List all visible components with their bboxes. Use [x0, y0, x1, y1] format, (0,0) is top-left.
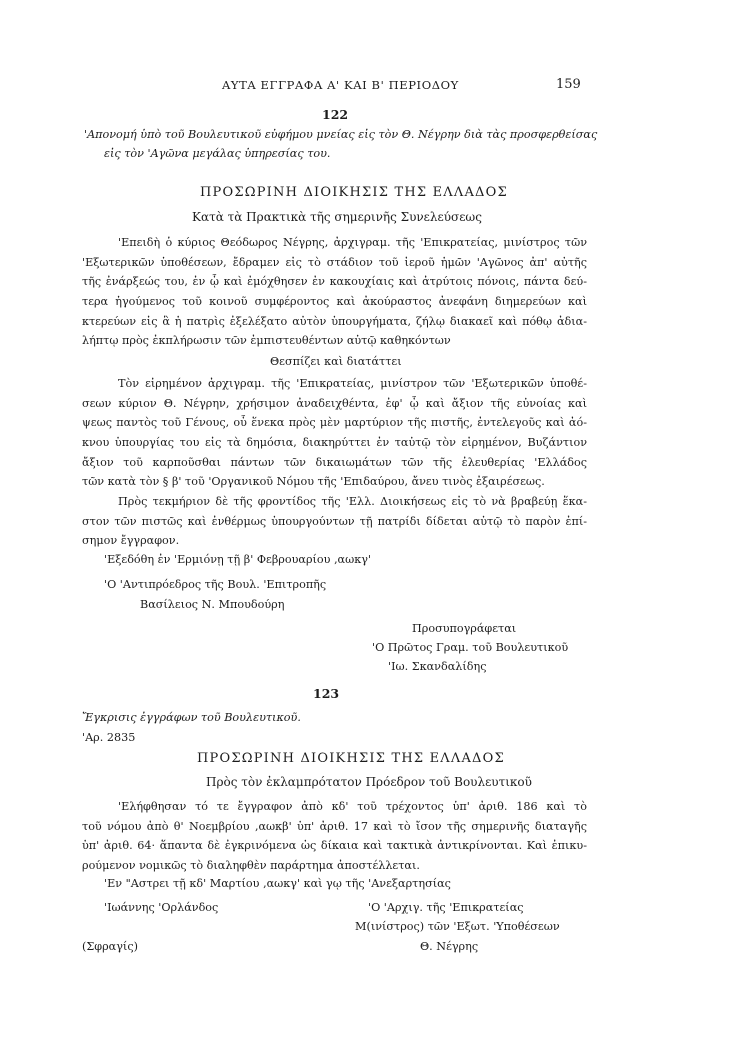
text-line: σεων κύριον Θ. Νέγρην, χρήσιμον ἀναδειχθέντα, ἐφ' ᾧ καὶ ἄξιον τῆς εὐνοίας καὶ	[82, 396, 587, 410]
text-line: τερα ἡγούμενος τοῦ κοινοῦ συμφέροντος καὶ ἀκούραστος ἀνεφάνη διημερεύων καὶ	[82, 295, 587, 309]
text-line: 'Ελήφθησαν τό τε ἔγγραφον ἀπὸ κδ' τοῦ τρέχοντος ὑπ' ἀριθ. 186 καὶ τὸ	[118, 800, 587, 813]
text-line: τῶν κατὰ τὸν § β' τοῦ 'Οργανικοῦ Νόμου τῆς 'Επιδαύρου, ἄνευ τινὸς ἐξαιρέσεως.	[82, 475, 545, 489]
document-number-123: 123	[313, 686, 340, 701]
text-line: στον τῶν πιστῶς καὶ ἐνθέρμως ὑπουργούντων τῇ πατρίδι δίδεται αὐτῷ τὸ παρὸν ἐπί-	[82, 514, 587, 528]
doc122-countersign-label: Προσυπογράφεται	[412, 622, 517, 635]
doc123-right-signatory-name: Θ. Νέγρης	[420, 940, 479, 953]
text-line: 'Επειδὴ ὁ κύριος Θεόδωρος Νέγρης, ἀρχιγραμ. τῆς 'Επικρατείας, μινίστρος τῶν	[118, 236, 587, 249]
doc123-heading: ΠΡΟΣΩΡΙΝΗ ΔΙΟΙΚΗΣΙΣ ΤΗΣ ΕΛΛΑΔΟΣ	[197, 751, 505, 766]
doc122-heading: ΠΡΟΣΩΡΙΝΗ ΔΙΟΙΚΗΣΙΣ ΤΗΣ ΕΛΛΑΔΟΣ	[200, 185, 508, 200]
doc122-issued-line: 'Εξεδόθη ἐν 'Ερμιόνῃ τῇ β' Φεβρουαρίου ‚αωκγ'	[104, 553, 371, 566]
doc123-issued-line: 'Εν "Αστρει τῇ κδ' Μαρτίου ‚αωκγ' καὶ γῳ τῆς 'Ανεξαρτησίας	[104, 877, 451, 890]
doc122-left-signatory-name: Βασίλειος Ν. Μπουδούρη	[140, 598, 285, 611]
doc122-right-signatory-name: 'Ιω. Σκανδαλίδης	[388, 660, 487, 673]
doc123-seal-note: (Σφραγίς)	[82, 940, 138, 953]
text-line: ρούμενον νομικῶς τὸ διαληφθὲν παράρτημα ἀποστέλλεται.	[82, 859, 420, 873]
text-line: τοῦ νόμου ἀπὸ θ' Νοεμβρίου ‚αωκβ' ὑπ' ἀριθ. 17 καὶ τὸ ἴσον τῆς σημερινῆς διαταγῆς	[82, 819, 587, 833]
text-line: σημον ἔγγραφον.	[82, 534, 180, 548]
doc122-caption-line-2: εἰς τὸν 'Αγῶνα μεγάλας ὑπηρεσίας του.	[104, 147, 331, 160]
text-line: 'Εξωτερικῶν ὑποθέσεων, ἔδραμεν εἰς τὸ στάδιον τοῦ ἱεροῦ ἡμῶν 'Αγῶνος ἀπ' αὐτῆς	[82, 255, 587, 269]
doc122-left-signatory-role: 'Ο 'Αντιπρόεδρος τῆς Βουλ. 'Επιτροπῆς	[104, 578, 327, 591]
text-line: ὑπ' ἀριθ. 64· ἅπαντα δὲ ἐγκρινόμενα ὡς δίκαια καὶ τακτικὰ ἀντικρίνονται. Καὶ ἐπικυ-	[82, 839, 587, 853]
running-title: ΑΥΤΑ ΕΓΓΡΑΦΑ Α' ΚΑΙ Β' ΠΕΡΙΟΔΟΥ	[222, 78, 459, 92]
doc123-subheading: Πρὸς τὸν ἐκλαμπρότατον Πρόεδρον τοῦ Βουλευτικοῦ	[206, 775, 532, 789]
doc123-right-signatory-line-1: 'Ο 'Αρχιγ. τῆς 'Επικρατείας	[368, 901, 524, 914]
doc123-paragraph	[82, 797, 587, 876]
doc123-caption: Ἔγκρισις ἐγγράφων τοῦ Βουλευτικοῦ.	[82, 711, 301, 724]
doc122-paragraph-3	[82, 492, 587, 551]
text-line: ψεως παντὸς τοῦ Γένους, οὗ ἕνεκα πρὸς μὲν μαρτύριον τῆς πιστῆς, ἐντελεγοῦς καὶ ἀό-	[82, 416, 587, 430]
text-line: κνου ὑπουργίας του εἰς τὰ δημόσια, διακηρύττει ἐν ταὐτῷ τὸν εἰρημένον, Βυζάντιον	[82, 436, 587, 450]
doc123-left-signatory-name: 'Ιωάννης 'Ορλάνδος	[104, 901, 219, 914]
doc122-caption-line-1: 'Απονομή ὑπὸ τοῦ Βουλευτικοῦ εὐφήμου μνείας εἰς τὸν Θ. Νέγρην διὰ τὰς προσφερθείσας	[84, 128, 598, 141]
text-line: Πρὸς τεκμήριον δὲ τῆς φροντίδος τῆς 'Ελλ. Διοικήσεως εἰς τὸ νὰ βραβεύῃ ἕκα-	[118, 495, 587, 508]
text-line: κτερεύων εἰς ἃ ἡ πατρὶς ἐξελέξατο αὐτὸν ὑπουργήματα, ζήλῳ διακαεῖ καὶ πόθῳ ἀδια-	[82, 314, 587, 328]
doc122-decree-heading: Θεσπίζει καὶ διατάττει	[270, 355, 402, 368]
doc122-subheading: Κατὰ τὰ Πρακτικὰ τῆς σημερινῆς Συνελεύσεως	[192, 210, 482, 224]
page-number: 159	[556, 77, 581, 92]
doc122-right-signatory-role: 'Ο Πρῶτος Γραμ. τοῦ Βουλευτικοῦ	[372, 641, 569, 654]
text-line: τῆς ἐνάρξεώς του, ἐν ᾧ καὶ ἐμόχθησεν ἐν κακουχίαις καὶ ἀτρύτοις πόνοις, πάντα δεύ-	[82, 275, 587, 289]
doc122-paragraph-1	[82, 233, 587, 351]
text-line: ἄξιον τοῦ καρποῦσθαι πάντων τῶν δικαιωμάτων τῶν τῆς ἐλευθερίας 'Ελλάδος	[82, 455, 587, 469]
text-line: Τὸν εἰρημένον ἀρχιγραμ. τῆς 'Επικρατείας, μινίστρον τῶν 'Εξωτερικῶν ὑποθέ-	[118, 377, 587, 390]
doc122-paragraph-2	[82, 374, 587, 492]
doc123-right-signatory-line-2: Μ(ινίστρος) τῶν 'Εξωτ. 'Υποθέσεων	[355, 920, 560, 933]
document-number-122: 122	[322, 107, 349, 122]
text-line: λήπτῳ πρὸς ἐκπλήρωσιν τῶν ἐμπιστευθέντων αὐτῷ καθηκόντων	[82, 334, 451, 348]
doc123-reference-number: 'Αρ. 2835	[82, 731, 136, 744]
